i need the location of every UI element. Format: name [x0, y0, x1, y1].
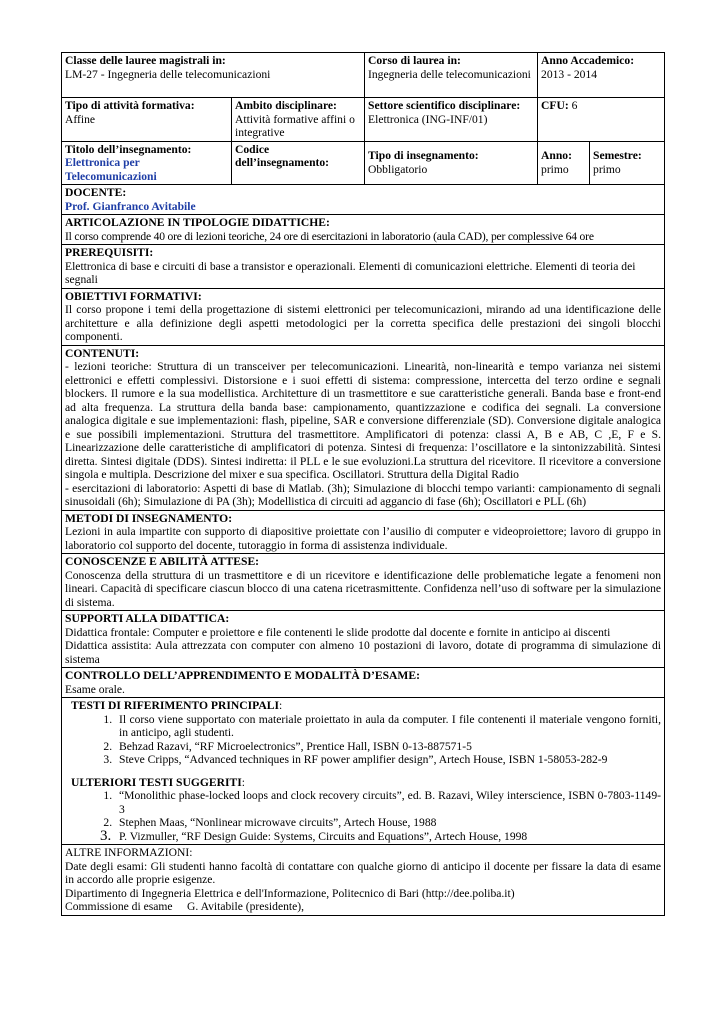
- testi-item: 2. Behzad Razavi, “RF Microelectronics”, Prentice Hall, ISBN 0-13-887571-5: [115, 740, 661, 754]
- ambito-label: Ambito disciplinare:: [235, 99, 337, 112]
- ulteriori-colon: :: [241, 775, 245, 789]
- docente-cell: [62, 185, 665, 215]
- controllo-row: [62, 668, 665, 698]
- docente-label: DOCENTE:: [65, 186, 127, 199]
- articolazione-row: [62, 215, 665, 245]
- contenuti-row: [62, 345, 665, 510]
- semestre-cell: [590, 141, 665, 185]
- testi-item: 3. Steve Cripps, “Advanced techniques in RF power amplifier design”, Artech House, ISBN 1-58053-282-9: [115, 753, 661, 767]
- cfu-label: CFU:: [541, 99, 569, 112]
- corso-cell: [365, 53, 538, 98]
- anno-value: primo: [541, 162, 569, 176]
- anno-cell: [538, 141, 590, 185]
- cfu-cell: [538, 98, 665, 142]
- corso-label: Corso di laurea in:: [368, 54, 461, 67]
- tipo-attivita-cell: [62, 98, 232, 142]
- supporti-assistita: Didattica assistita: Aula attrezzata con computer con almeno 10 postazioni di lavoro, dotate di programma di simulazione di sistema: [65, 639, 662, 666]
- obiettivi-label: OBIETTIVI FORMATIVI:: [65, 289, 202, 303]
- titolo-cell: [62, 141, 232, 185]
- course-table: [61, 52, 665, 916]
- contenuti-label: CONTENUTI:: [65, 346, 140, 360]
- controllo-cell: [62, 668, 665, 698]
- testi-item: 1. Il corso viene supportato con materiale proiettato in aula da computer. I file contenenti il materiale vengono forniti, in anticipo, agli studenti.: [115, 713, 661, 740]
- anno-label: Anno:: [541, 149, 572, 163]
- header-row-1: [62, 53, 665, 98]
- semestre-value: primo: [593, 162, 621, 176]
- docente-row: [62, 185, 665, 215]
- altre-label: ALTRE INFORMAZIONI:: [65, 846, 193, 859]
- metodi-label: METODI DI INSEGNAMENTO:: [65, 511, 233, 525]
- ulteriori-list: [65, 789, 661, 843]
- ulteriori-item: 1. “Monolithic phase-locked loops and clock recovery circuits”, ed. B. Razavi, Wiley interscience, ISBN 0-7803-1149-3: [115, 789, 661, 816]
- settore-cell: [365, 98, 538, 142]
- conoscenze-text: Conoscenza della struttura di un trasmettitore e di un ricevitore e identificazione delle problematiche legate a fenomeni non lineari. Capacità di specificare ciascun blocco di una catena ricetrasmittente. Confidenza nell’uso di software per la simulazione di sistema.: [65, 568, 662, 609]
- anno-accademico-label: Anno Accademico:: [541, 54, 635, 67]
- tipo-attivita-value: Affine: [65, 112, 96, 126]
- articolazione-label: ARTICOLAZIONE IN TIPOLOGIE DIDATTICHE:: [65, 216, 330, 229]
- ulteriori-heading: [65, 776, 661, 790]
- supporti-label: SUPPORTI ALLA DIDATTICA:: [65, 612, 230, 625]
- classe-value: LM-27 - Ingegneria delle telecomunicazioni: [65, 67, 271, 81]
- conoscenze-row: [62, 554, 665, 611]
- obiettivi-row: [62, 288, 665, 345]
- controllo-label: CONTROLLO DELL’APPRENDIMENTO E MODALITÀ D’ESAME:: [65, 669, 420, 682]
- prerequisiti-label: PREREQUISITI:: [65, 246, 154, 259]
- settore-label: Settore scientifico disciplinare:: [368, 99, 521, 112]
- prerequisiti-cell: [62, 245, 665, 289]
- header-row-2: [62, 98, 665, 142]
- tipo-insegnamento-cell: [365, 141, 538, 185]
- testi-colon: :: [278, 699, 283, 712]
- anno-accademico-value: 2013 - 2014: [541, 67, 598, 81]
- altre-dipartimento: Dipartimento di Ingegneria Elettrica e dell'Informazione, Politecnico di Bari (http://dee.poliba.it): [65, 886, 515, 900]
- corso-value: Ingegneria delle telecomunicazioni: [368, 67, 531, 81]
- conoscenze-label: CONOSCENZE E ABILITÀ ATTESE:: [65, 555, 260, 568]
- semestre-label: Semestre:: [593, 149, 642, 163]
- classe-cell: [62, 53, 365, 98]
- ambito-cell: [232, 98, 365, 142]
- header-row-3: [62, 141, 665, 185]
- metodi-cell: [62, 510, 665, 554]
- prerequisiti-text: Elettronica di base e circuiti di base a transistor e operazionali. Elementi di comunicazioni elettriche. Elementi di teoria dei segnali: [65, 259, 636, 286]
- testi-list: [65, 713, 661, 767]
- altre-commissione: Commissione di esame G. Avitabile (presidente),: [65, 900, 305, 913]
- conoscenze-cell: [62, 554, 665, 611]
- classe-label: Classe delle lauree magistrali in:: [65, 54, 226, 67]
- titolo-value: Elettronica per Telecomunicazioni: [65, 156, 157, 183]
- obiettivi-text: Il corso propone i temi della progettazione di sistemi elettronici per telecomunicazioni, mirando ad una identificazione delle architetture e alla definizione degli aspetti metodologici per la corretta specifica delle prestazioni dei singoli blocchi componenti.: [65, 303, 662, 343]
- controllo-text: Esame orale.: [65, 682, 125, 696]
- testi-cell: [62, 698, 665, 845]
- cfu-value: 6: [568, 99, 578, 112]
- prerequisiti-row: [62, 245, 665, 289]
- articolazione-cell: [62, 215, 665, 245]
- course-sheet: [61, 52, 664, 916]
- spacer: [65, 767, 661, 776]
- contenuti-teoria: - lezioni teoriche: Struttura di un transceiver per telecomunicazioni. Linearità, non-linearità e tempo varianza nei sistemi elettronici e effetti complessivi. Distorsione e i suoi effetti di sistema: compressione, intercetta del terzo ordine e segnali blockers. Il rumore e la sua modellistica. Architetture di un trasmettitore e sue caratteristiche generali. Banda base e front-end ad alta frequenza. La struttura della banda base: campionamento, quantizzazione e codifica dei segnali. La conversione analogica digitale e sue implementazioni: flash, pipeline, SAR e conversione differenziale (SD). Conversione digitale analogica e sue possibili implementazioni. Struttura del trasmettitore. Amplificatori di potenza: classi A, B e AB, C ,E, F e S. Linearizzazione delle caratteristiche di amplificatori di potenza. Sintesi di frequenza: l’oscillatore e la sintonizzabilità. Sintesi diretta. Sintesi digitale (DDS). Sintesi indiretta: il PLL e le sue evoluzioni.La struttura del ricevitore. Il ricevitore a conversione singola e multipla. Descrizione del mixer e sua specifica. Oscillatori. Struttura della Digital Radio: [65, 360, 662, 481]
- ulteriori-label: ULTERIORI TESTI SUGGERITI: [71, 775, 242, 789]
- tipo-attivita-label: Tipo di attività formativa:: [65, 99, 195, 112]
- altre-date: Date degli esami: Gli studenti hanno facoltà di contattare con qualche giorno di anticipo il docente per fissare la data di esame in accordo alle proprie esigenze.: [65, 859, 662, 886]
- codice-cell: [232, 141, 365, 185]
- supporti-row: [62, 611, 665, 668]
- altre-row: [62, 845, 665, 916]
- metodi-text: Lezioni in aula impartite con supporto di diapositive proiettate con l’ausilio di computer e videoproiettore; lavoro di gruppo in laboratorio col supporto del docente, tutoraggio in forma di assistenza individuale.: [65, 525, 662, 552]
- docente-name: Prof. Gianfranco Avitabile: [65, 199, 196, 213]
- supporti-cell: [62, 611, 665, 668]
- contenuti-laboratorio: - esercitazioni di laboratorio: Aspetti di base di Matlab. (3h); Simulazione di blocchi tempo varianti: campionamento di segnali sinusoidali (6h); Simulazione di PA (3h); Modellistica di circuiti ad aggancio di fase (6h); Oscillatori e PLL (6h): [65, 481, 662, 508]
- titolo-label: Titolo dell’insegnamento:: [65, 142, 192, 156]
- articolazione-text: Il corso comprende 40 ore di lezioni teoriche, 24 ore di esercitazioni in laboratorio (aula CAD), per complessive 64 ore: [65, 229, 594, 243]
- tipo-insegnamento-value: Obbligatorio: [368, 162, 428, 176]
- ulteriori-item: 2. Stephen Maas, “Nonlinear microwave circuits”, Artech House, 1988: [115, 816, 661, 830]
- testi-row: [62, 698, 665, 845]
- anno-accademico-cell: [538, 53, 665, 98]
- metodi-row: [62, 510, 665, 554]
- ambito-value: Attività formative affini o integrative: [235, 112, 355, 139]
- altre-cell: [62, 845, 665, 916]
- codice-label: Codice dell’insegnamento:: [235, 142, 330, 169]
- supporti-frontale: Didattica frontale: Computer e proiettore e file contenenti le slide prodotte dal docente e fornite in anticipo ai discenti: [65, 625, 611, 639]
- contenuti-cell: [62, 345, 665, 510]
- ulteriori-item: 3. P. Vizmuller, “RF Design Guide: Systems, Circuits and Equations”, Artech House, 1998: [115, 830, 661, 844]
- testi-label: TESTI DI RIFERIMENTO PRINCIPALI: [71, 699, 279, 712]
- testi-heading: [65, 699, 661, 713]
- settore-value: Elettronica (ING-INF/01): [368, 112, 488, 126]
- tipo-insegnamento-label: Tipo di insegnamento:: [368, 149, 479, 163]
- obiettivi-cell: [62, 288, 665, 345]
